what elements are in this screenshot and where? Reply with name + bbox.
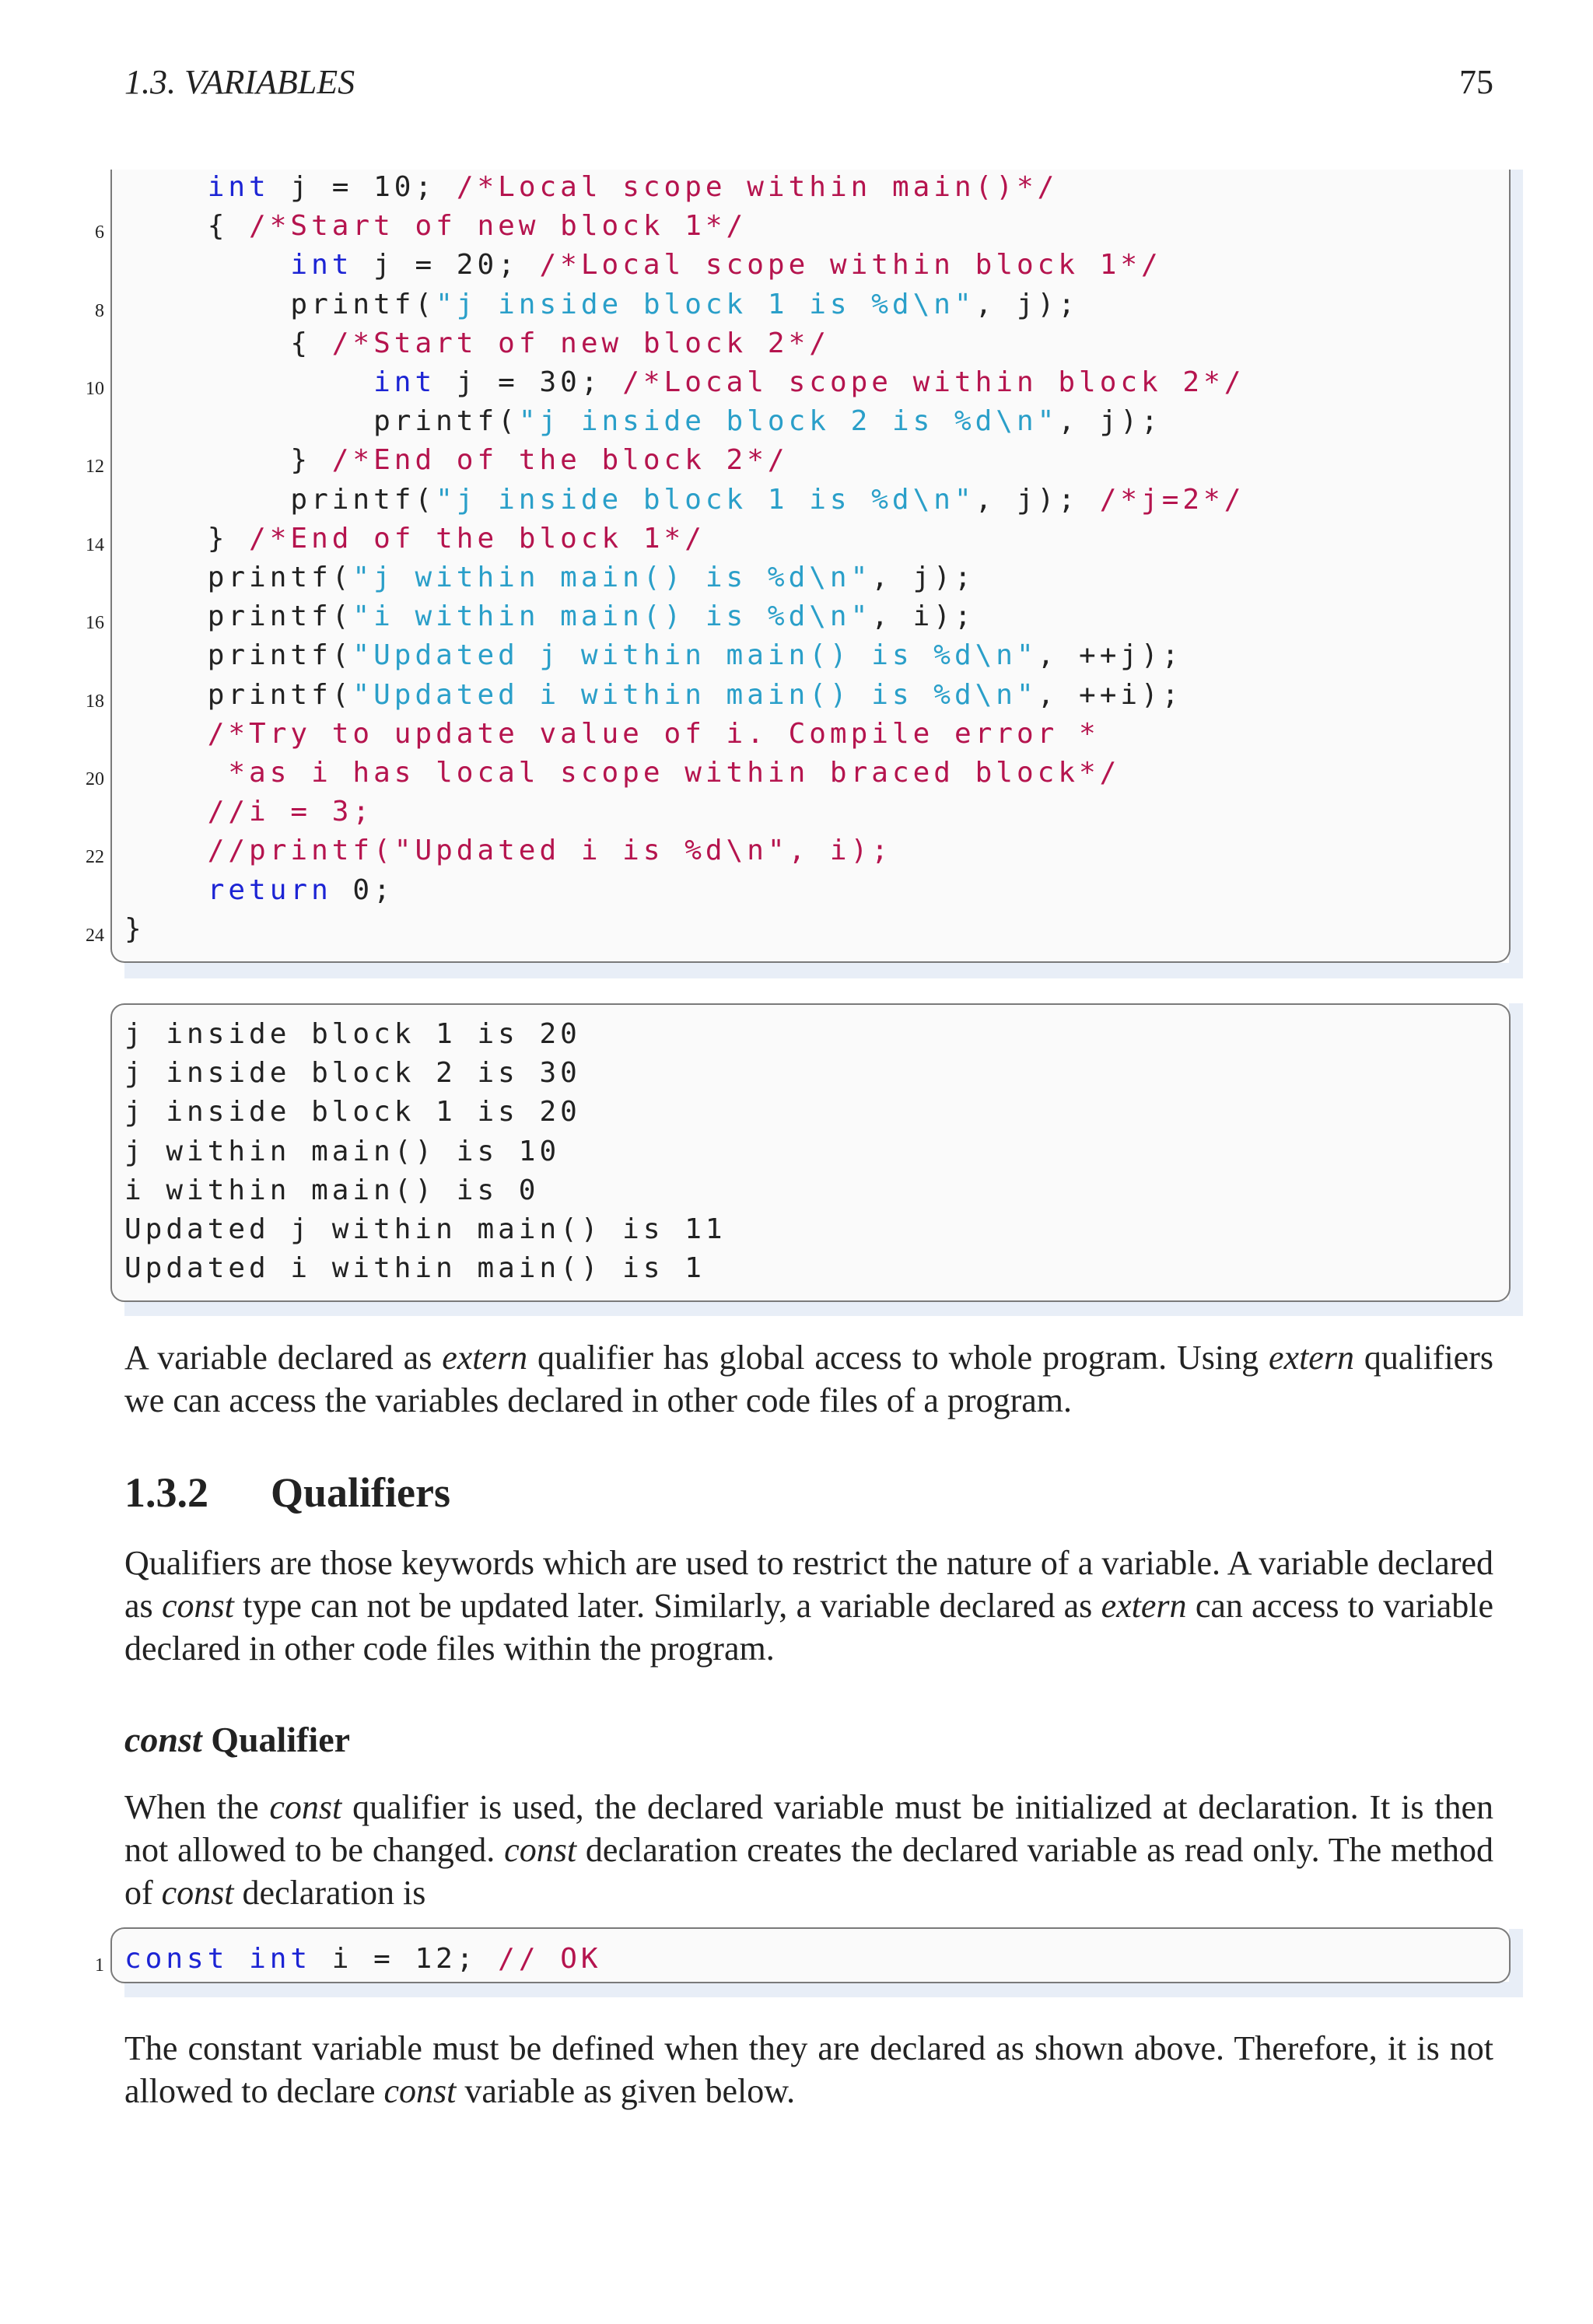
paragraph-const xyxy=(124,1786,1493,1914)
emph: const xyxy=(161,1587,234,1625)
output-line: i within main() is 0 xyxy=(124,1174,540,1206)
text: can access to variable declared in other code files within the program. xyxy=(124,1587,1493,1668)
section-title: Qualifiers xyxy=(271,1469,450,1516)
code-comment: /*End of the block 2*/ xyxy=(331,444,789,476)
code-line xyxy=(124,246,1162,285)
code-string: "j inside block 2 is %d\n" xyxy=(518,405,1059,437)
code-text: , ++i); xyxy=(1037,679,1183,711)
code-string: "i within main() is %d\n" xyxy=(352,600,872,632)
code-text: , i); xyxy=(871,600,975,632)
line-number: 16 xyxy=(86,613,104,633)
code-line xyxy=(124,285,1079,324)
code-text xyxy=(228,1943,249,1975)
code-comment: /*j=2*/ xyxy=(1099,484,1245,516)
code-text: printf( xyxy=(124,600,353,632)
code-text xyxy=(124,757,228,789)
subsection-keyword: const xyxy=(124,1720,202,1759)
paragraph-final xyxy=(124,2027,1493,2112)
code-text: j = 20; xyxy=(352,249,540,281)
paragraph-extern xyxy=(124,1336,1493,1422)
code-comment: /*Local scope within block 1*/ xyxy=(539,249,1162,281)
line-number: 10 xyxy=(86,379,104,399)
emph: extern xyxy=(1269,1339,1354,1377)
code-comment: //i = 3; xyxy=(207,796,374,828)
code-comment: /*Try to update value of i. Compile error * xyxy=(207,718,1100,750)
text: The constant variable must be defined when they are declared as shown above. Therefore, it is not allowed to declare xyxy=(124,2029,1493,2110)
text: qualifier is used, the declared variable must be initialized at declaration. It is then not allowed to be changed. xyxy=(124,1788,1494,1869)
code-comment: //printf("Updated i is %d\n", i); xyxy=(207,835,892,866)
code-keyword: const xyxy=(124,1943,229,1975)
code-line xyxy=(124,207,747,246)
output-line: j inside block 1 is 20 xyxy=(124,1018,581,1050)
emph: const xyxy=(161,1874,234,1912)
code-line xyxy=(124,1940,602,1979)
output-line: j within main() is 10 xyxy=(124,1136,561,1167)
code-keyword: int xyxy=(207,171,270,203)
code-text: j = 10; xyxy=(269,171,457,203)
section-heading xyxy=(124,1468,450,1517)
text: type can not be updated later. Similarly, a variable declared as xyxy=(233,1587,1101,1625)
code-text: j = 30; xyxy=(436,366,623,398)
code-text xyxy=(124,249,290,281)
code-text xyxy=(124,366,373,398)
text: Qualifiers are those keywords which are used to restrict the nature of a variable. A variable declared as xyxy=(124,1544,1493,1625)
code-text: , j); xyxy=(975,289,1080,320)
code-line xyxy=(124,754,1120,793)
code-comment: /*Local scope within main()*/ xyxy=(456,171,1059,203)
line-number: 20 xyxy=(86,769,104,789)
code-text xyxy=(124,718,208,750)
code-text: } xyxy=(124,523,250,555)
code-keyword: int xyxy=(249,1943,312,1975)
code-text: , j); xyxy=(871,562,975,593)
code-text: printf( xyxy=(124,562,353,593)
emph: const xyxy=(504,1831,577,1869)
output-line: j inside block 1 is 20 xyxy=(124,1096,581,1128)
code-line xyxy=(124,558,975,597)
code-text: } xyxy=(124,913,145,945)
code-text: printf( xyxy=(124,405,519,437)
code-line xyxy=(124,715,1100,754)
code-text: { xyxy=(124,327,332,359)
code-line xyxy=(124,910,145,949)
code-box-shadow xyxy=(1509,170,1523,978)
code-string: "j inside block 1 is %d\n" xyxy=(436,289,975,320)
code-box-shadow-bottom xyxy=(124,963,1523,978)
code-text: printf( xyxy=(124,484,436,516)
code-text: { xyxy=(124,210,250,242)
code-keyword: return xyxy=(207,874,332,906)
code-line xyxy=(124,793,373,831)
code-line xyxy=(124,520,705,558)
emph: const xyxy=(383,2072,457,2110)
code-line xyxy=(124,676,1182,715)
code-text xyxy=(124,874,208,906)
code-line xyxy=(124,402,1162,441)
code-comment: /*End of the block 1*/ xyxy=(249,523,705,555)
text: A variable declared as xyxy=(124,1339,443,1377)
output-line: j inside block 2 is 30 xyxy=(124,1057,581,1089)
subsection-heading xyxy=(124,1719,350,1760)
code-line xyxy=(124,636,1182,675)
code-line xyxy=(124,871,394,910)
code-text xyxy=(124,171,208,203)
text: declaration creates the declared variable as read only. The method of xyxy=(124,1831,1493,1912)
section-number: 1.3.2 xyxy=(124,1469,208,1516)
output-line: Updated j within main() is 11 xyxy=(124,1213,726,1245)
emph: extern xyxy=(442,1339,528,1377)
subsection-title: Qualifier xyxy=(201,1720,351,1759)
line-number: 22 xyxy=(86,847,104,867)
output-box-shadow-bottom xyxy=(124,1300,1523,1316)
code-keyword: int xyxy=(290,249,353,281)
code-comment: // OK xyxy=(498,1943,602,1975)
code-text: printf( xyxy=(124,639,353,671)
line-number: 14 xyxy=(86,535,104,555)
code-comment: /*Start of new block 2*/ xyxy=(331,327,830,359)
const-box-shadow-bottom xyxy=(124,1982,1523,1997)
line-number: 24 xyxy=(86,926,104,946)
line-number: 8 xyxy=(95,301,104,321)
code-string: "j inside block 1 is %d\n" xyxy=(436,484,975,516)
emph: const xyxy=(269,1788,342,1826)
code-line xyxy=(124,597,975,636)
code-line xyxy=(124,363,1245,402)
code-line xyxy=(124,481,1245,520)
code-line xyxy=(124,168,1058,207)
code-comment: /*Local scope within block 2*/ xyxy=(622,366,1245,398)
code-text: , j); xyxy=(1058,405,1162,437)
emph: extern xyxy=(1101,1587,1187,1625)
page-number: 75 xyxy=(1459,63,1493,101)
text: declaration is xyxy=(233,1874,426,1912)
output-box-shadow xyxy=(1509,1003,1523,1314)
text: When the xyxy=(124,1788,270,1826)
code-line xyxy=(124,441,789,480)
code-text: , j); xyxy=(975,484,1100,516)
text: qualifier has global access to whole program. Using xyxy=(527,1339,1269,1377)
code-text xyxy=(124,835,208,866)
output-line: Updated i within main() is 1 xyxy=(124,1252,705,1284)
line-number: 12 xyxy=(86,457,104,477)
text: qualifiers we can access the variables declared in other code files of a program. xyxy=(124,1339,1493,1419)
code-text: printf( xyxy=(124,289,436,320)
code-string: "Updated i within main() is %d\n" xyxy=(352,679,1038,711)
code-text: 0; xyxy=(331,874,394,906)
code-line xyxy=(124,831,892,870)
code-comment: *as i has local scope within braced block*/ xyxy=(228,757,1121,789)
code-text: i = 12; xyxy=(311,1943,499,1975)
line-number: 6 xyxy=(95,222,104,243)
paragraph-qualifiers xyxy=(124,1542,1493,1670)
line-number: 18 xyxy=(86,691,104,712)
text: variable as given below. xyxy=(456,2072,796,2110)
code-text: printf( xyxy=(124,679,353,711)
code-string: "j within main() is %d\n" xyxy=(352,562,872,593)
code-text xyxy=(124,796,208,828)
running-header-section: 1.3. VARIABLES xyxy=(124,63,355,101)
code-text: , ++j); xyxy=(1037,639,1183,671)
code-comment: /*Start of new block 1*/ xyxy=(249,210,747,242)
code-keyword: int xyxy=(373,366,436,398)
code-string: "Updated j within main() is %d\n" xyxy=(352,639,1038,671)
line-number: 1 xyxy=(95,1955,104,1976)
code-line xyxy=(124,324,830,363)
code-text: } xyxy=(124,444,332,476)
